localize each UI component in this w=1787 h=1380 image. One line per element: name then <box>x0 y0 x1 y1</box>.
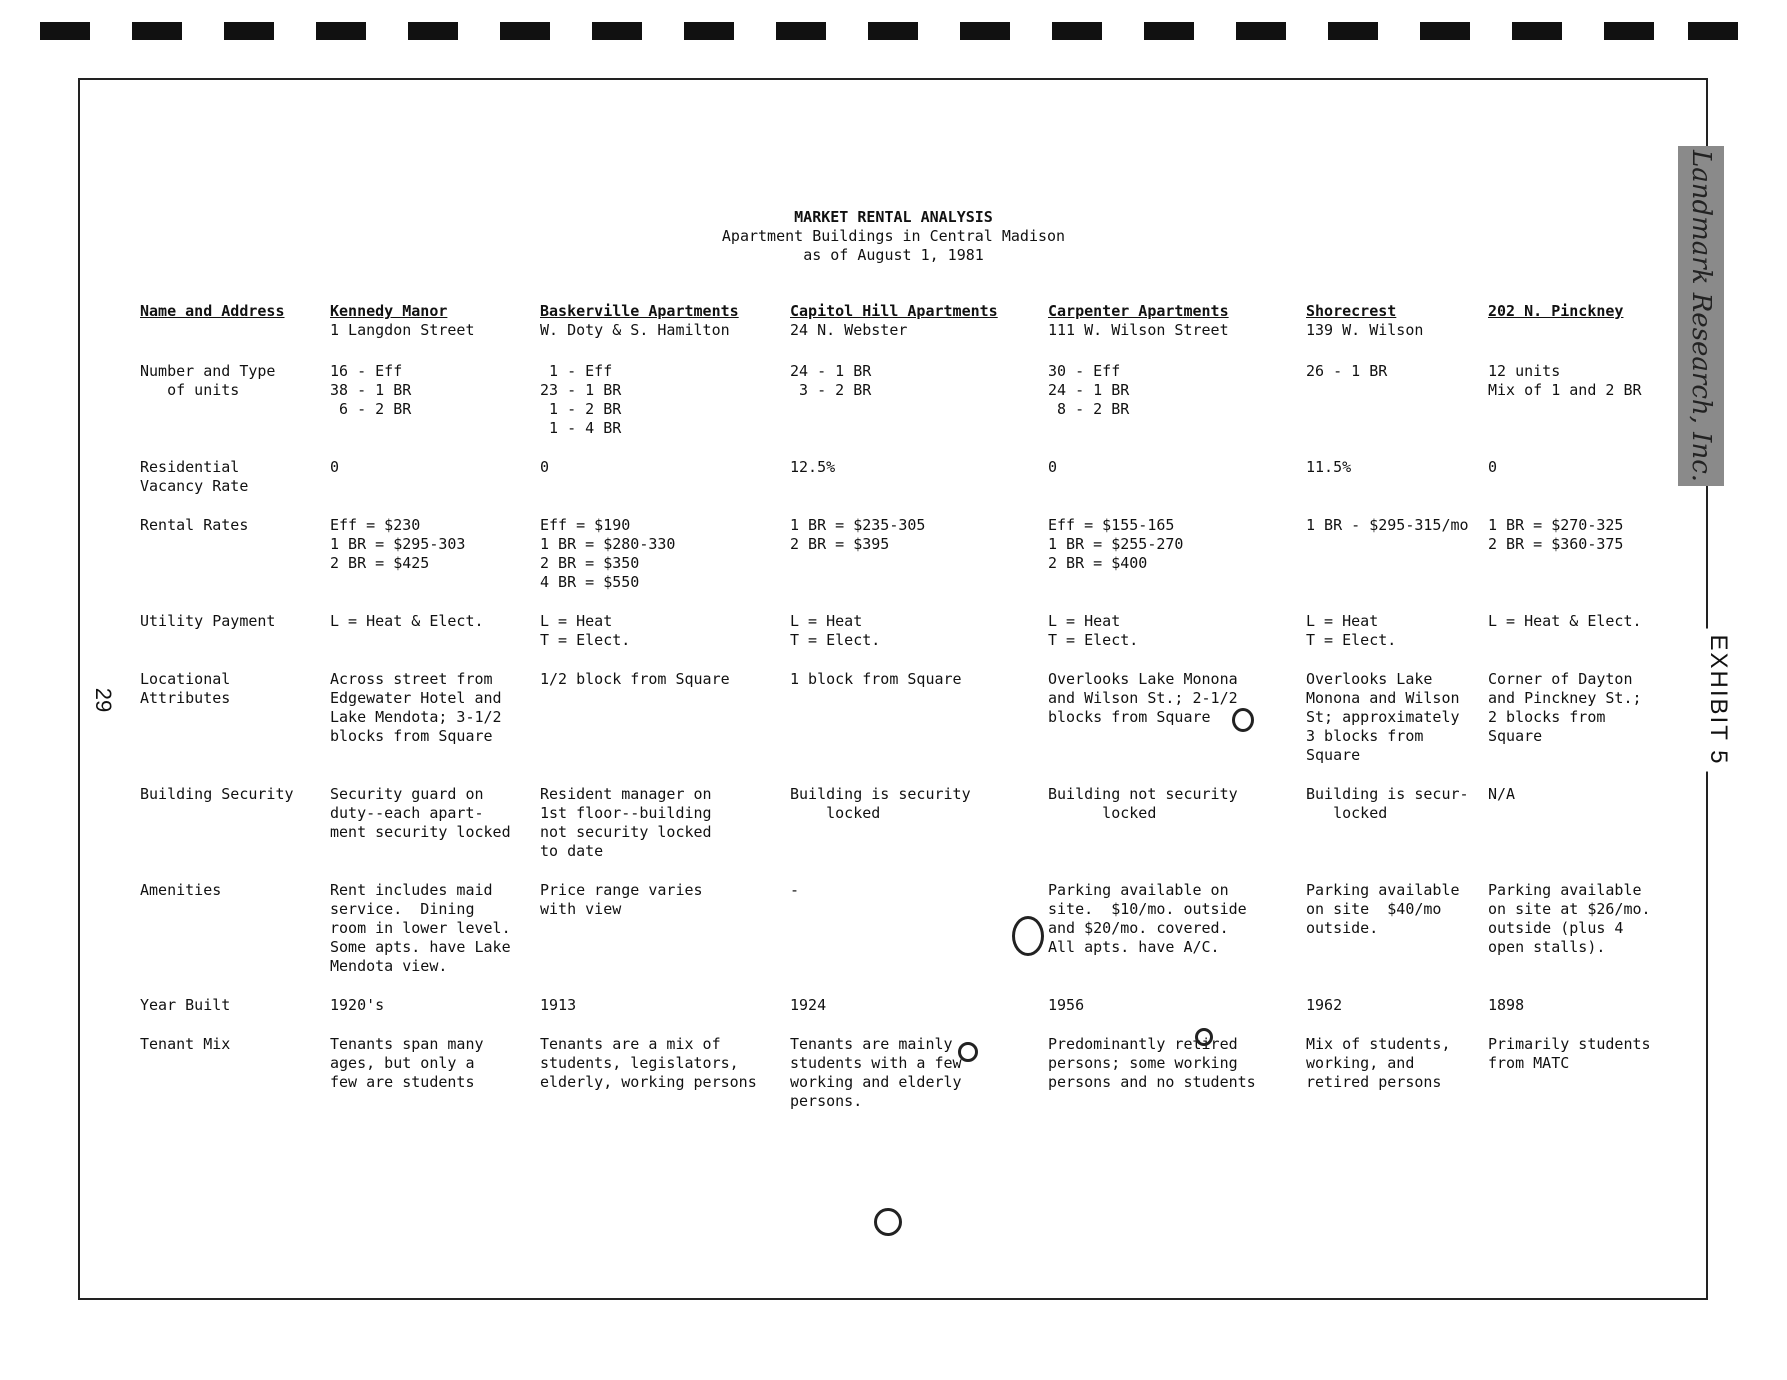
table-row-rental-rates <box>140 516 1670 612</box>
perforation-dash <box>1512 22 1562 40</box>
row-label: Residential Vacancy Rate <box>140 458 249 495</box>
perforation-dash <box>1604 22 1654 40</box>
table-cell: L = Heat & Elect. <box>330 612 484 630</box>
table-cell: - <box>790 881 800 899</box>
header-label: Name and Address <box>140 302 285 320</box>
table-cell: L = Heat T = Elect. <box>1048 612 1139 649</box>
table-cell: 1920's <box>330 996 385 1014</box>
perforation-dash <box>40 22 90 40</box>
building-header <box>790 302 1048 362</box>
company-stamp-text: Landmark Research, Inc. <box>1686 149 1716 483</box>
table-cell: 1 block from Square <box>790 670 962 688</box>
building-header <box>1488 302 1670 362</box>
perforation-dash <box>224 22 274 40</box>
table-cell: 16 - Eff 38 - 1 BR 6 - 2 BR <box>330 362 412 418</box>
building-address: 24 N. Webster <box>790 321 908 339</box>
table-cell: Parking available on site at $26/mo. outside (plus 4 open stalls). <box>1488 881 1651 956</box>
table-cell: 24 - 1 BR 3 - 2 BR <box>790 362 872 399</box>
table-cell: 0 <box>330 458 340 476</box>
table-cell: Security guard on duty--each apart- ment security locked <box>330 785 511 841</box>
building-header <box>540 302 790 362</box>
table-cell: 26 - 1 BR <box>1306 362 1388 380</box>
table-cell: 1913 <box>540 996 577 1014</box>
table-cell: Predominantly retired persons; some working persons and no students <box>1048 1035 1256 1091</box>
table-cell: Tenants span many ages, but only a few are students <box>330 1035 484 1091</box>
perforation-dash <box>684 22 734 40</box>
building-name: Shorecrest <box>1306 302 1397 320</box>
table-cell: 1924 <box>790 996 827 1014</box>
table-row-tenant-mix <box>140 1035 1670 1131</box>
row-label: Year Built <box>140 996 231 1014</box>
table-cell: 1898 <box>1488 996 1525 1014</box>
table-cell: 1 - Eff 23 - 1 BR 1 - 2 BR 1 - 4 BR <box>540 362 622 437</box>
table-cell: Corner of Dayton and Pinckney St.; 2 blocks from Square <box>1488 670 1642 745</box>
building-name: 202 N. Pinckney <box>1488 302 1624 320</box>
table-row-units <box>140 362 1670 458</box>
perforation-dash <box>1236 22 1286 40</box>
table-cell: 1962 <box>1306 996 1343 1014</box>
table-row-locational-attributes <box>140 670 1670 785</box>
table-cell: Building is security locked <box>790 785 971 822</box>
perforation-dash <box>868 22 918 40</box>
table-cell: 0 <box>1048 458 1058 476</box>
table-cell: Across street from Edgewater Hotel and Lake Mendota; 3-1/2 blocks from Square <box>330 670 502 745</box>
table-cell: Primarily students from MATC <box>1488 1035 1651 1072</box>
table-cell: 1 BR - $295-315/mo <box>1306 516 1469 534</box>
table-row-amenities <box>140 881 1670 996</box>
table-cell: Building not security locked <box>1048 785 1238 822</box>
table-cell: Building is secur- locked <box>1306 785 1469 822</box>
perforation-dash <box>132 22 182 40</box>
building-header <box>1048 302 1306 362</box>
table-cell: Resident manager on 1st floor--building not security locked to date <box>540 785 712 860</box>
table-cell: L = Heat T = Elect. <box>1306 612 1397 649</box>
table-cell: 1956 <box>1048 996 1085 1014</box>
perforation-dash <box>316 22 366 40</box>
table-cell: 1 BR = $270-325 2 BR = $360-375 <box>1488 516 1624 553</box>
table-cell: 0 <box>1488 458 1498 476</box>
building-address: 111 W. Wilson Street <box>1048 321 1229 339</box>
table-cell: 1/2 block from Square <box>540 670 730 688</box>
perforation-strip <box>40 22 1740 42</box>
building-name: Baskerville Apartments <box>540 302 739 320</box>
table-cell: Price range varies with view <box>540 881 703 918</box>
perforation-dash <box>1420 22 1470 40</box>
table-row-building-security <box>140 785 1670 881</box>
building-header <box>330 302 540 362</box>
row-label: Utility Payment <box>140 612 276 630</box>
scan-blot <box>1232 708 1254 732</box>
scan-blot <box>1195 1028 1213 1046</box>
document-title: MARKET RENTAL ANALYSIS <box>794 208 993 226</box>
table-cell: L = Heat T = Elect. <box>540 612 631 649</box>
table-cell: Parking available on site $40/mo outside. <box>1306 881 1460 937</box>
table-row-vacancy <box>140 458 1670 516</box>
building-name: Kennedy Manor <box>330 302 448 320</box>
perforation-dash <box>1328 22 1378 40</box>
header-label-cell <box>140 302 330 362</box>
table-cell: Parking available on site. $10/mo. outside and $20/mo. covered. All apts. have A/C. <box>1048 881 1247 956</box>
building-address: W. Doty & S. Hamilton <box>540 321 730 339</box>
building-name: Capitol Hill Apartments <box>790 302 998 320</box>
table-cell: Overlooks Lake Monona and Wilson St.; 2-1/2 blocks from Square <box>1048 670 1238 726</box>
table-cell: Eff = $230 1 BR = $295-303 2 BR = $425 <box>330 516 466 572</box>
perforation-dash <box>408 22 458 40</box>
scan-blot <box>1012 916 1044 956</box>
table-cell: N/A <box>1488 785 1516 803</box>
perforation-dash <box>776 22 826 40</box>
page-number: 29 <box>86 682 120 718</box>
table-cell: Eff = $155-165 1 BR = $255-270 2 BR = $400 <box>1048 516 1184 572</box>
scan-blot <box>958 1042 978 1062</box>
perforation-dash <box>500 22 550 40</box>
scan-blot <box>874 1208 902 1236</box>
table-cell: Eff = $190 1 BR = $280-330 2 BR = $350 4 BR = $550 <box>540 516 676 591</box>
row-label: Rental Rates <box>140 516 249 534</box>
perforation-dash <box>592 22 642 40</box>
table-cell: 1 BR = $235-305 2 BR = $395 <box>790 516 926 553</box>
table-cell: Overlooks Lake Monona and Wilson St; approximately 3 blocks from Square <box>1306 670 1460 764</box>
table-cell: 30 - Eff 24 - 1 BR 8 - 2 BR <box>1048 362 1130 418</box>
table-cell: Mix of students, working, and retired persons <box>1306 1035 1451 1091</box>
table-cell: 11.5% <box>1306 458 1352 476</box>
row-label: Locational Attributes <box>140 670 231 707</box>
table-cell: 12 units Mix of 1 and 2 BR <box>1488 362 1642 399</box>
building-name: Carpenter Apartments <box>1048 302 1229 320</box>
table-cell: Tenants are a mix of students, legislators, elderly, working persons <box>540 1035 757 1091</box>
perforation-dash <box>960 22 1010 40</box>
table-row-year-built <box>140 996 1670 1035</box>
document-date: as of August 1, 1981 <box>803 246 984 264</box>
rental-analysis-table <box>140 302 1670 1131</box>
row-label: Number and Type of units <box>140 362 276 399</box>
table-header-row <box>140 302 1670 362</box>
perforation-dash <box>1052 22 1102 40</box>
building-address: 139 W. Wilson <box>1306 321 1424 339</box>
table-cell: 12.5% <box>790 458 836 476</box>
building-address: 1 Langdon Street <box>330 321 475 339</box>
table-cell: Tenants are mainly students with a few working and elderly persons. <box>790 1035 962 1110</box>
row-label: Tenant Mix <box>140 1035 231 1053</box>
row-label: Building Security <box>140 785 294 803</box>
row-label: Amenities <box>140 881 222 899</box>
perforation-dash <box>1688 22 1738 40</box>
table-cell: Rent includes maid service. Dining room in lower level. Some apts. have Lake Mendota view. <box>330 881 511 975</box>
table-cell: L = Heat T = Elect. <box>790 612 881 649</box>
document-title-block <box>0 208 1787 265</box>
table-row-utility-payment <box>140 612 1670 670</box>
document-subtitle: Apartment Buildings in Central Madison <box>721 227 1066 245</box>
table-cell: 0 <box>540 458 550 476</box>
exhibit-label: EXHIBIT 5 <box>1704 629 1732 772</box>
table-cell: L = Heat & Elect. <box>1488 612 1642 630</box>
perforation-dash <box>1144 22 1194 40</box>
building-header <box>1306 302 1488 362</box>
